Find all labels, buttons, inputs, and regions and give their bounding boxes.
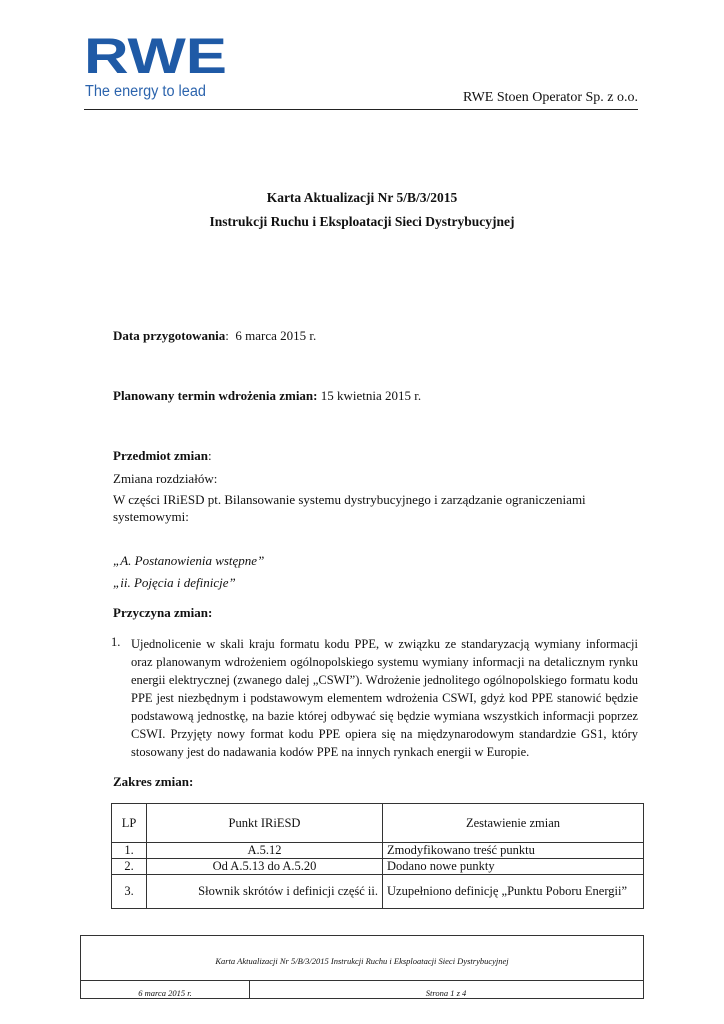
planned-date-line	[113, 387, 638, 404]
row-lp: 3.	[112, 875, 147, 909]
row-lp: 1.	[112, 843, 147, 859]
changes-table	[111, 803, 644, 909]
subject-description-line2: systemowymi:	[113, 509, 189, 524]
row-summary: Zmodyfikowano treść punktu	[383, 843, 644, 859]
change-type: Zmiana rozdziałów:	[113, 471, 218, 486]
page-footer	[80, 935, 644, 999]
prep-date-colon: :	[225, 328, 229, 343]
rwe-logo	[84, 33, 234, 103]
header-cell-summary: Zestawienie zmian	[383, 804, 644, 843]
row-lp: 2.	[112, 859, 147, 875]
table-row	[112, 859, 644, 875]
header-cell-point: Punkt IRiESD	[147, 804, 383, 843]
reason-item-number: 1.	[111, 635, 121, 649]
section-item: „ii. Pojęcia i definicje”	[113, 575, 236, 590]
row-point: Od A.5.13 do A.5.20	[147, 859, 383, 875]
subject-colon: :	[207, 448, 212, 463]
row-summary: Dodano nowe punkty	[383, 859, 644, 875]
subject-label: Przedmiot zmian	[113, 448, 208, 463]
row-point: A.5.12	[147, 843, 383, 859]
row-point: Słownik skrótów i definicji część ii.	[147, 875, 383, 909]
header-cell-lp: LP	[112, 804, 147, 843]
planned-date-label: Planowany termin wdrożenia zmian:	[113, 388, 318, 403]
reason-item-text: Ujednolicenie w skali kraju formatu kodu PPE, w związku ze standaryzacją wymiany informacji oraz planowanym wdrożeniem ogólnopolskiego systemu wymiany informacji na detalicznym rynku energii elektrycznej (zwanego dalej „CSWI”). Wdrożenie jednolitego ogólnopolskiego formatu kodu PPE jest niezbędnym i podstawowym elementem wdrożenia CSWI, gdyż kod PPE stanowić będzie podstawową jednostkę, na bazie której odbywać się będzie wymiana wszystkich informacji poprzez CSWI. Przyjęty nowy format kodu PPE opiera się na międzynarodowym standardzie GS1, który stosowany jest do nadawania kodów PPE na innych rynkach energii w Europie.	[131, 637, 638, 759]
document-title: Karta Aktualizacji Nr 5/B/3/2015	[266, 190, 458, 205]
subject-description-line1: W części IRiESD pt. Bilansowanie systemu dystrybucyjnego i zarządzanie ograniczeniami	[113, 492, 586, 507]
row-summary: Uzupełniono definicję „Punktu Poboru Energii”	[383, 875, 644, 909]
header-divider	[84, 109, 638, 110]
prep-date-label: Data przygotowania	[113, 328, 226, 343]
document-subtitle: Instrukcji Ruchu i Eksploatacji Sieci Dystrybucyjnej	[209, 214, 515, 229]
company-name: RWE Stoen Operator Sp. z o.o.	[463, 90, 638, 105]
table-row	[112, 843, 644, 859]
planned-date-value: 15 kwietnia 2015 r.	[320, 388, 422, 403]
footer-divider	[81, 980, 643, 981]
footer-date: 6 marca 2015 r.	[138, 988, 192, 998]
section-item: „A. Postanowienia wstępne”	[113, 553, 265, 568]
prep-date-line	[113, 327, 638, 344]
scope-heading: Zakres zmian:	[113, 774, 194, 789]
logo-tagline: The energy to lead	[85, 83, 206, 100]
reason-heading: Przyczyna zmian:	[113, 605, 213, 620]
logo-wordmark: RWE	[84, 33, 227, 84]
prep-date-value: 6 marca 2015 r.	[235, 328, 317, 343]
subject-heading	[113, 447, 638, 464]
footer-title: Karta Aktualizacji Nr 5/B/3/2015 Instrukcji Ruchu i Eksploatacji Sieci Dystrybucyjnej	[215, 956, 509, 966]
table-header-row	[112, 804, 644, 843]
table-row	[112, 875, 644, 909]
footer-page-number: Strona 1 z 4	[425, 988, 467, 998]
